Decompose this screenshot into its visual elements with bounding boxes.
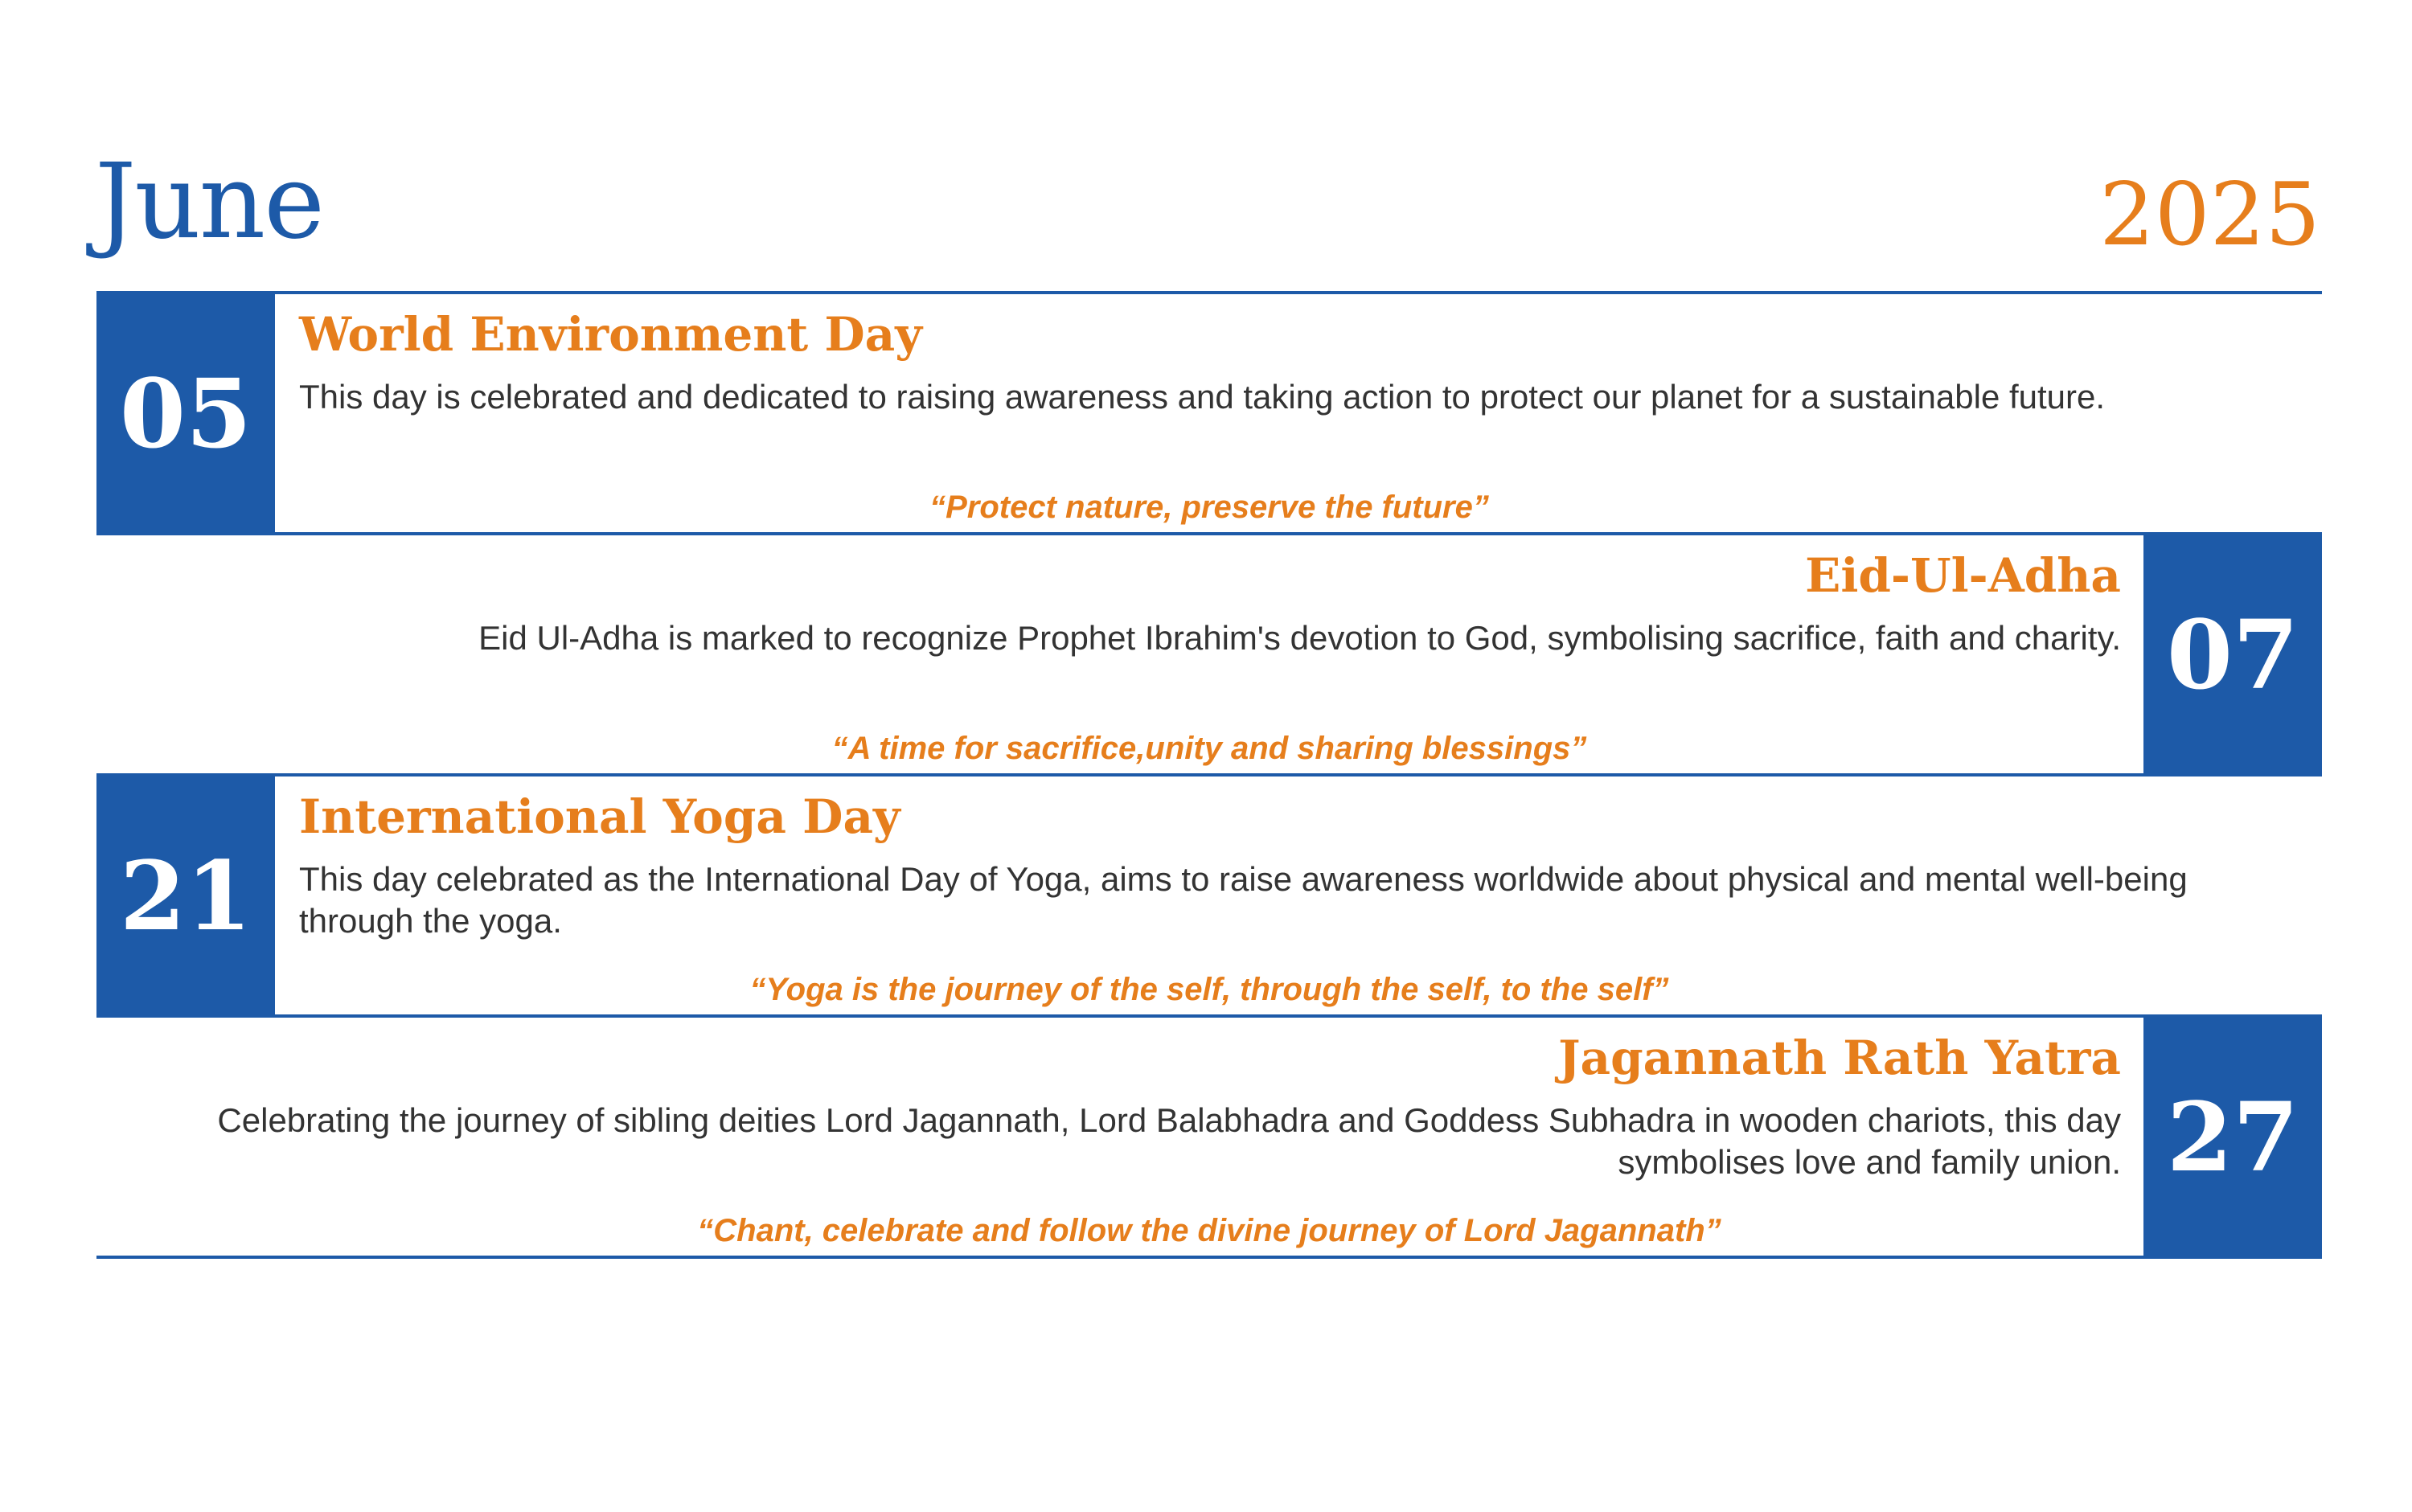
event-quote: “Yoga is the journey of the self, through the self, to the self” (749, 972, 1669, 1007)
month-title: June (95, 142, 323, 262)
event-date-badge: 27 (2143, 1014, 2322, 1259)
event-date-badge: 05 (96, 291, 275, 535)
event-quote: “A time for sacrifice,unity and sharing blessings” (831, 731, 1587, 766)
event-title: Eid-Ul-Adha (1805, 548, 2121, 603)
event-row-eid-ul-adha (96, 532, 2322, 773)
event-title: World Environment Day (299, 307, 922, 362)
event-description: This day is celebrated and dedicated to raising awareness and taking action to protect our planet for a sustainable future. (299, 378, 2106, 416)
year-title: 2025 (2099, 165, 2320, 265)
event-row-jagannath-rath-yatra (96, 1014, 2322, 1259)
event-quote: “Protect nature, preserve the future” (929, 490, 1489, 525)
event-title: International Yoga Day (299, 789, 900, 844)
event-description: Eid Ul-Adha is marked to recognize Prophet Ibrahim's devotion to God, symbolising sacrifice, faith and charity. (478, 619, 2121, 657)
event-quote: “Chant, celebrate and follow the divine journey of Lord Jagannath” (697, 1213, 1721, 1248)
event-row-world-environment-day (96, 291, 2322, 532)
event-row-international-yoga-day (96, 773, 2322, 1014)
event-description: This day celebrated as the International Day of Yoga, aims to raise awareness worldwide about physical and mental well-being through the yoga. (299, 860, 2188, 940)
event-description: Celebrating the journey of sibling deities Lord Jagannath, Lord Balabhadra and Goddess Subhadra in wooden chariots, this day symbolises love and family union. (217, 1101, 2121, 1181)
event-date-badge: 07 (2143, 532, 2322, 776)
event-title: Jagannath Rath Yatra (1558, 1031, 2121, 1085)
event-date-badge: 21 (96, 773, 275, 1018)
